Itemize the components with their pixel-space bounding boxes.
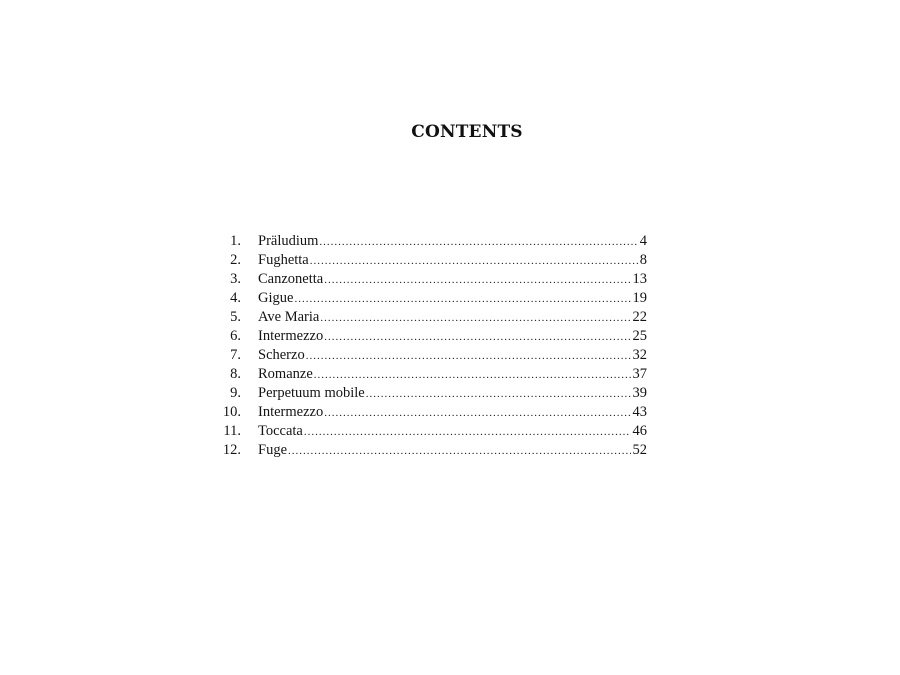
dot-leader [306,347,631,366]
toc-entry [207,365,647,384]
dot-leader [324,328,630,347]
toc-entry [207,308,647,327]
toc-entry-title: Canzonetta [258,271,324,287]
toc-entry-number: 12. [222,442,241,458]
toc-entry-number: 10. [222,404,241,420]
dot-leader [320,309,630,328]
toc-entry [207,346,647,365]
toc-entry-title: Fughetta [258,252,309,268]
toc-entry-page: 25 [632,328,647,344]
toc-entry [207,327,647,346]
toc-entry-page: 19 [632,290,647,306]
toc-entry-page: 46 [632,423,647,439]
table-of-contents [207,232,647,460]
toc-entry-number: 6. [230,328,241,344]
toc-entry [207,422,647,441]
toc-entry [207,403,647,422]
toc-entry-page: 43 [632,404,647,420]
dot-leader [366,385,631,404]
toc-entry-title: Intermezzo [258,328,324,344]
toc-entry-number: 4. [230,290,241,306]
toc-entry-page: 37 [632,366,647,382]
toc-entry-title: Ave Maria [258,309,320,325]
dot-leader [294,290,630,309]
toc-entry-page: 39 [632,385,647,401]
toc-entry-number: 9. [230,385,241,401]
toc-entry-number: 3. [230,271,241,287]
dot-leader [324,271,630,290]
toc-entry [207,232,647,251]
dot-leader [314,366,631,385]
toc-entry-page: 32 [632,347,647,363]
page-title: CONTENTS [411,122,523,142]
toc-entry-title: Perpetuum mobile [258,385,365,401]
toc-entry [207,441,647,460]
toc-entry-page: 13 [632,271,647,287]
toc-entry-title: Präludium [258,233,319,249]
toc-entry-number: 8. [230,366,241,382]
toc-entry-title: Scherzo [258,347,305,363]
toc-entry-title: Gigue [258,290,294,306]
toc-entry [207,270,647,289]
toc-entry-title: Intermezzo [258,404,324,420]
toc-entry-number: 5. [230,309,241,325]
toc-entry-page: 8 [639,252,647,268]
toc-entry-title: Toccata [258,423,303,439]
toc-entry [207,289,647,308]
toc-entry-number: 11. [223,423,241,439]
dot-leader [304,423,631,442]
toc-entry-number: 2. [230,252,241,268]
toc-entry-page: 52 [632,442,647,458]
dot-leader [319,233,637,252]
dot-leader [324,404,630,423]
toc-entry-title: Romanze [258,366,313,382]
toc-entry-number: 7. [230,347,241,363]
toc-entry-page: 22 [632,309,647,325]
toc-entry-title: Fuge [258,442,287,458]
toc-entry [207,251,647,270]
toc-entry-page: 4 [639,233,647,249]
dot-leader [288,442,631,461]
dot-leader [310,252,638,271]
toc-entry-number: 1. [230,233,241,249]
toc-entry [207,384,647,403]
